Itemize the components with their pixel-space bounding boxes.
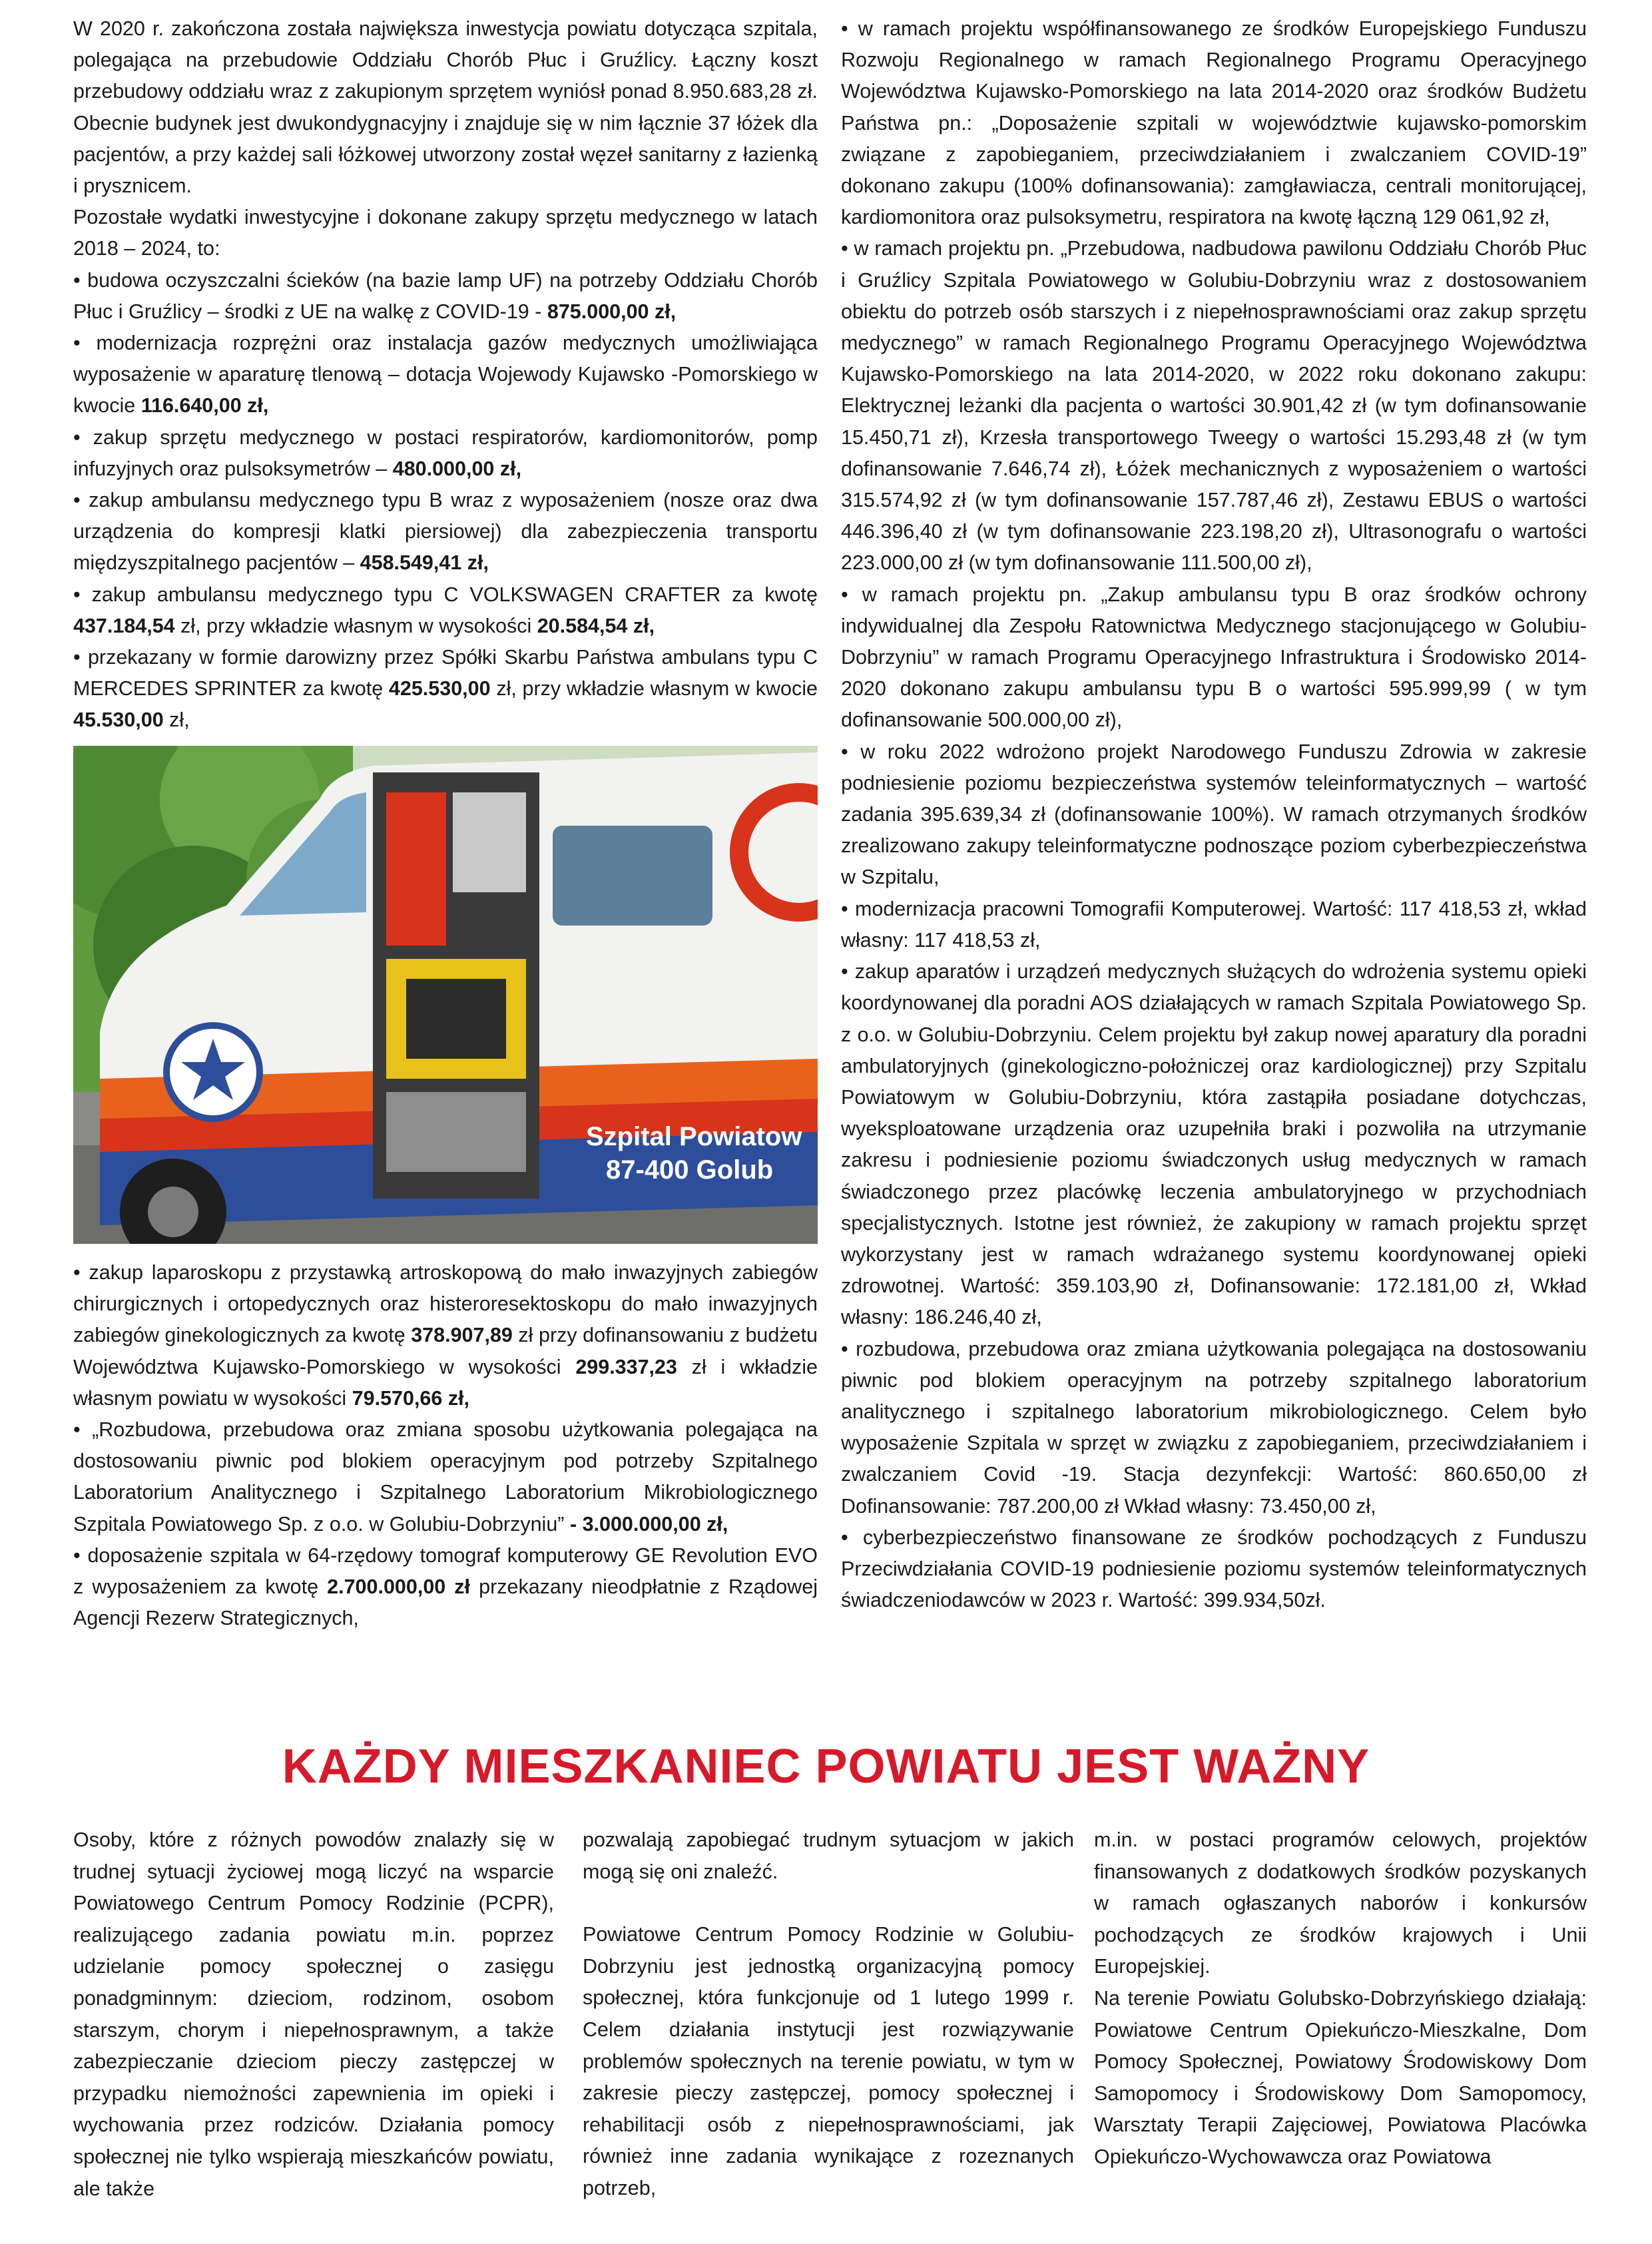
list-item: • budowa oczyszczalni ścieków (na bazie lamp UF) na potrzeby Oddziału Chorób Płuc i Gruźlicy – środki z UE na walkę z COVID-19 - 875.000,00 zł, bbox=[73, 268, 818, 323]
list-item: • zakup ambulansu medycznego typu B wraz z wyposażeniem (nosze oraz dwa urządzenia do kompresji klatki piersiowej) dla zabezpieczenia transportu międzyszpitalnego pacjentów – 458.549,41 zł, bbox=[73, 489, 818, 575]
article-column-1 bbox=[73, 1824, 554, 2205]
list-item: • zakup ambulansu medycznego typu C VOLKSWAGEN CRAFTER za kwotę 437.184,54 zł, przy wkładzie własnym w wysokości 20.584,54 zł, bbox=[73, 583, 818, 637]
article-paragraph: Powiatowe Centrum Pomocy Rodzinie w Golubiu-Dobrzyniu jest jednostką organizacyjną pomocy społecznej, która funkcjonuje od 1 lutego 1999 r. Celem działania instytucji jest rozwiązywanie problemów społecznych na terenie powiatu, w tym w zakresie pieczy zastępczej, pomocy społecznej i rehabilitacji osób z niepełnosprawnościami, jak również inne zadania wynikające z rozeznanych potrzeb, bbox=[583, 1923, 1074, 2199]
left-column-top bbox=[73, 13, 818, 736]
section-headline: KAŻDY MIESZKANIEC POWIATU JEST WAŻNY bbox=[282, 1740, 1370, 1793]
list-item: • zakup laparoskopu z przystawką artroskopową do mało inwazyjnych zabiegów chirurgicznych i ortopedycznych oraz histeroresektoskopu do mało inwazyjnych zabiegów ginekologicznych za kwotę 378.907,89 zł przy dofinansowaniu z budżetu Województwa Kujawsko-Pomorskiego w wysokości 299.337,23 zł i wkładzie własnym powiatu w wysokości 79.570,66 zł, bbox=[73, 1261, 818, 1410]
list-item: • modernizacja pracowni Tomografii Komputerowej. Wartość: 117 418,53 zł, wkład własny: 117 418,53 zł, bbox=[841, 897, 1587, 952]
list-item: • w ramach projektu pn. „Zakup ambulansu typu B oraz środków ochrony indywidualnej dla Zespołu Ratownictwa Medycznego stacjonującego w Golubiu-Dobrzyniu” w ramach Programu Operacyjnego Infrastruktura i Środowisko 2014-2020 dokonano zakupu ambulansu typu B o wartości 595.999,99 ( w tym dofinansowanie 500.000,00 zł), bbox=[841, 583, 1587, 732]
right-column bbox=[841, 13, 1587, 1616]
article-column-2 bbox=[583, 1824, 1074, 2205]
article-paragraph: Osoby, które z różnych powodów znalazły się w trudnej sytuacji życiowej mogą liczyć na wsparcie Powiatowego Centrum Pomocy Rodzinie (PCPR), realizującego zadania powiatu m.in. poprzez udzielanie pomocy społecznej o zasięgu ponadgminnym: dzieciom, rodzinom, osobom starszym, chorym i niepełnosprawnym, a także zabezpieczanie dzieciom pieczy zastępczej w przypadku niemożności zapewnienia im opieki i wychowania przez rodziców. Działania pomocy społecznej nie tylko wspierają mieszkańców powiatu, ale także bbox=[73, 1828, 554, 2200]
left-column-bottom bbox=[73, 1257, 818, 1634]
ambulance-photo bbox=[73, 746, 818, 1244]
van-lettering-line1: Szpital Powiatow bbox=[586, 1122, 802, 1151]
list-item: • cyberbezpieczeństwo finansowane ze środków pochodzących z Funduszu Przeciwdziałania COVID-19 podniesienie poziomu systemów teleinformatycznych świadczeniodawców w 2023 r. Wartość: 399.934,50zł. bbox=[841, 1526, 1587, 1612]
article-paragraph: m.in. w postaci programów celowych, projektów finansowanych z dodatkowych środków pozyskanych w ramach ogłaszanych naborów i konkursów pochodzących ze środków krajowych i Unii Europejskiej. bbox=[1094, 1828, 1587, 1978]
list-item: • doposażenie szpitala w 64-rzędowy tomograf komputerowy GE Revolution EVO z wyposażeniem za kwotę 2.700.000,00 zł przekazany nieodpłatnie z Rządowej Agencji Rezerw Strategicznych, bbox=[73, 1543, 818, 1630]
van-lettering-line2: 87-400 Golub bbox=[606, 1155, 774, 1185]
list-item: • modernizacja rozprężni oraz instalacja gazów medycznych umożliwiająca wyposażenie w aparaturę tlenową – dotacja Wojewody Kujawsko -Pomorskiego w kwocie 116.640,00 zł, bbox=[73, 332, 818, 418]
list-item: • przekazany w formie darowizny przez Spółki Skarbu Państwa ambulans typu C MERCEDES SPRINTER za kwotę 425.530,00 zł, przy wkładzie własnym w kwocie 45.530,00 zł, bbox=[73, 646, 818, 732]
list-item: • w roku 2022 wdrożono projekt Narodowego Funduszu Zdrowia w zakresie podniesienie poziomu bezpieczeństwa systemów teleinformatycznych – wartość zadania 395.639,34 zł (dofinansowanie 100%). W ramach otrzymanych środków zrealizowano zakupy teleinformatyczne podnoszące poziom cyberbezpieczeństwa w Szpitalu, bbox=[841, 740, 1587, 889]
article-column-3 bbox=[1094, 1824, 1587, 2173]
list-item: • rozbudowa, przebudowa oraz zmiana użytkowania polegająca na dostosowaniu piwnic pod blokiem operacyjnym na potrzeby szpitalnego laboratorium analitycznego i szpitalnego laboratorium mikrobiologicznego. Celem było wyposażenie Szpitala w sprzęt w związku z zapobieganiem, przeciwdziałaniem i zwalczaniem Covid -19. Stacja dezynfekcji: Wartość: 860.650,00 zł Dofinansowanie: 787.200,00 zł Wkład własny: 73.450,00 zł, bbox=[841, 1337, 1587, 1518]
intro-paragraph: W 2020 r. zakończona została największa inwestycja powiatu dotycząca szpitala, polegająca na przebudowie Oddziału Chorób Płuc i Gruźlicy. Łączny koszt przebudowy oddziału wraz z zakupionym sprzętem wyniósł ponad 8.950.683,28 zł. Obecnie budynek jest dwukondygnacyjny i znajduje się w nim łącznie 37 łóżek dla pacjentów, a przy każdej sali łóżkowej utworzony został węzeł sanitarny z łazienką i prysznicem. bbox=[73, 17, 818, 198]
intro-list-lead: Pozostałe wydatki inwestycyjne i dokonane zakupy sprzętu medycznego w latach 2018 – 2024, to: bbox=[73, 206, 818, 260]
article-paragraph: pozwalają zapobiegać trudnym sytuacjom w jakich mogą się oni znaleźć. bbox=[583, 1828, 1074, 1883]
list-item: • w ramach projektu współfinansowanego ze środków Europejskiego Funduszu Rozwoju Regionalnego w ramach Regionalnego Programu Operacyjnego Województwa Kujawsko-Pomorskiego na lata 2014-2020 oraz środków Budżetu Państwa pn.: „Doposażenie szpitali w województwie kujawsko-pomorskim związane z zapobieganiem, przeciwdziałaniem i zwalczaniem COVID-19” dokonano zakupu (100% dofinansowania): zamgławiacza, centrali monitorującej, kardiomonitora oraz pulsoksymetru, respiratora na kwotę łączną 129 061,92 zł, bbox=[841, 17, 1587, 229]
list-item: • „Rozbudowa, przebudowa oraz zmiana sposobu użytkowania polegająca na dostosowaniu piwnic pod blokiem operacyjnym pod potrzeby Szpitalnego Laboratorium Analitycznego i Szpitalnego Laboratorium Mikrobiologicznego Szpitala Powiatowego Sp. z o.o. w Golubiu-Dobrzyniu” - 3.000.000,00 zł, bbox=[73, 1418, 818, 1536]
list-item: • zakup aparatów i urządzeń medycznych służących do wdrożenia systemu opieki koordynowanej dla poradni AOS działających w ramach Szpitala Powiatowego Sp. z o.o. w Golubiu-Dobrzyniu. Celem projektu był zakup nowej aparatury dla poradni ambulatoryjnych (ginekologiczno-położniczej oraz kardiologicznej) przy Szpitalu Powiatowym w Golubiu-Dobrzyniu, która zastąpiła posiadane dotychczas, wyeksploatowane urządzenia oraz uzupełniła braki i pozwoliła na utrzymanie zakresu i podniesienie poziomu świadczonych usług medycznych w ramach świadczonego przez placówkę leczenia ambulatoryjnego w przychodniach specjalistycznych. Istotne jest również, że zakupiony w ramach projektu sprzęt wykorzystany jest w ramach wdrażanego systemu koordynowanej opieki zdrowotnej. Wartość: 359.103,90 zł, Dofinansowanie: 172.181,00 zł, Wkład własny: 186.246,40 zł, bbox=[841, 960, 1587, 1329]
list-item: • zakup sprzętu medycznego w postaci respiratorów, kardiomonitorów, pomp infuzyjnych oraz pulsoksymetrów – 480.000,00 zł, bbox=[73, 425, 818, 480]
article-paragraph: Na terenie Powiatu Golubsko-Dobrzyńskiego działają: Powiatowe Centrum Opiekuńczo-Mieszkalne, Dom Pomocy Społecznej, Powiatowy Środowiskowy Dom Samopomocy i Środowiskowy Dom Samopomocy, Warsztaty Terapii Zajęciowej, Powiatowa Placówka Opiekuńczo-Wychowawcza oraz Powiatowa bbox=[1094, 1986, 1587, 2168]
list-item: • w ramach projektu pn. „Przebudowa, nadbudowa pawilonu Oddziału Chorób Płuc i Gruźlicy Szpitala Powiatowego w Golubiu-Dobrzyniu wraz z dostosowaniem obiektu do potrzeb osób starszych i z niepełnosprawnościami oraz zakup sprzętu medycznego” w ramach Regionalnego Programu Operacyjnego Województwa Kujawsko-Pomorskiego na lata 2014-2020, w 2022 roku dokonano zakupu: Elektrycznej leżanki dla pacjenta o wartości 30.901,42 zł (w tym dofinansowanie 15.450,71 zł), Krzesła transportowego Tweegy o wartości 15.293,48 zł (w tym dofinansowanie 7.646,74 zł), Łóżek mechanicznych z wyposażeniem o wartości 315.574,92 zł (w tym dofinansowanie 157.787,46 zł), Zestawu EBUS o wartości 446.396,40 zł (w tym dofinansowanie 223.198,20 zł), Ultrasonografu o wartości 223.000,00 zł (w tym dofinansowanie 111.500,00 zł), bbox=[841, 237, 1587, 575]
